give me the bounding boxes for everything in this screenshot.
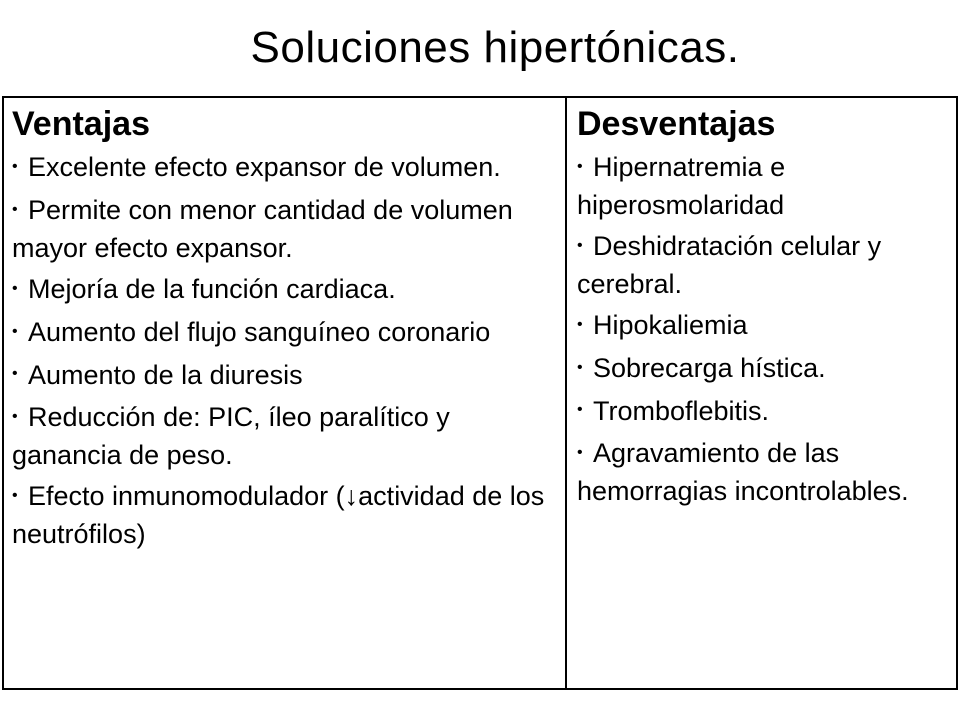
desventaja-item — [577, 393, 950, 431]
desventaja-text: Sobrecarga hística. — [593, 352, 826, 383]
bullet-icon: • — [12, 279, 18, 297]
desventaja-text: Hipernatremia e hiperosmolaridad — [577, 152, 786, 220]
ventaja-text: Aumento de la diuresis — [28, 359, 303, 390]
ventaja-item — [12, 399, 559, 473]
ventaja-text: Aumento del flujo sanguíneo coronario — [28, 316, 491, 347]
ventaja-item — [12, 478, 559, 552]
ventaja-item — [12, 271, 559, 309]
ventaja-item — [12, 314, 559, 352]
desventaja-item — [577, 350, 950, 388]
desventaja-item — [577, 149, 950, 223]
ventaja-text: Excelente efecto expansor de volumen. — [28, 152, 501, 182]
comparison-table — [2, 96, 958, 690]
ventaja-text: Mejoría de la función cardiaca. — [28, 273, 396, 304]
desventaja-item — [577, 228, 950, 302]
desventajas-header: Desventajas — [577, 105, 776, 143]
bullet-icon: • — [577, 401, 583, 419]
bullet-icon: • — [12, 322, 18, 340]
ventaja-item — [12, 149, 559, 187]
desventaja-item — [577, 435, 950, 509]
ventajas-column — [4, 98, 567, 688]
ventaja-text: Efecto inmunomodulador (↓actividad de los neutrófilos) — [12, 481, 545, 550]
desventaja-text: Agravamiento de las hemorragias incontrolables. — [577, 438, 909, 507]
slide-title: Soluciones hipertónicas. — [250, 23, 740, 72]
ventaja-item — [12, 192, 559, 266]
desventaja-text: Deshidratación celular y cerebral. — [577, 230, 882, 299]
bullet-icon: • — [12, 200, 18, 218]
ventaja-item — [12, 357, 559, 395]
bullet-icon: • — [12, 365, 18, 383]
ventaja-text: Reducción de: PIC, íleo paralítico y ganancia de peso. — [12, 402, 450, 471]
desventaja-text: Tromboflebitis. — [593, 395, 770, 426]
bullet-icon: • — [12, 157, 18, 175]
ventaja-text: Permite con menor cantidad de volumen mayor efecto expansor. — [12, 194, 513, 263]
bullet-icon: • — [12, 487, 18, 505]
bullet-icon: • — [577, 444, 583, 462]
ventajas-header: Ventajas — [12, 105, 150, 143]
desventaja-text: Hipokaliemia — [593, 309, 748, 340]
bullet-icon: • — [577, 157, 583, 175]
desventajas-column — [567, 98, 956, 688]
bullet-icon: • — [577, 315, 583, 333]
bullet-icon: • — [577, 358, 583, 376]
bullet-icon: • — [577, 236, 583, 254]
bullet-icon: • — [12, 408, 18, 426]
desventaja-item — [577, 307, 950, 345]
